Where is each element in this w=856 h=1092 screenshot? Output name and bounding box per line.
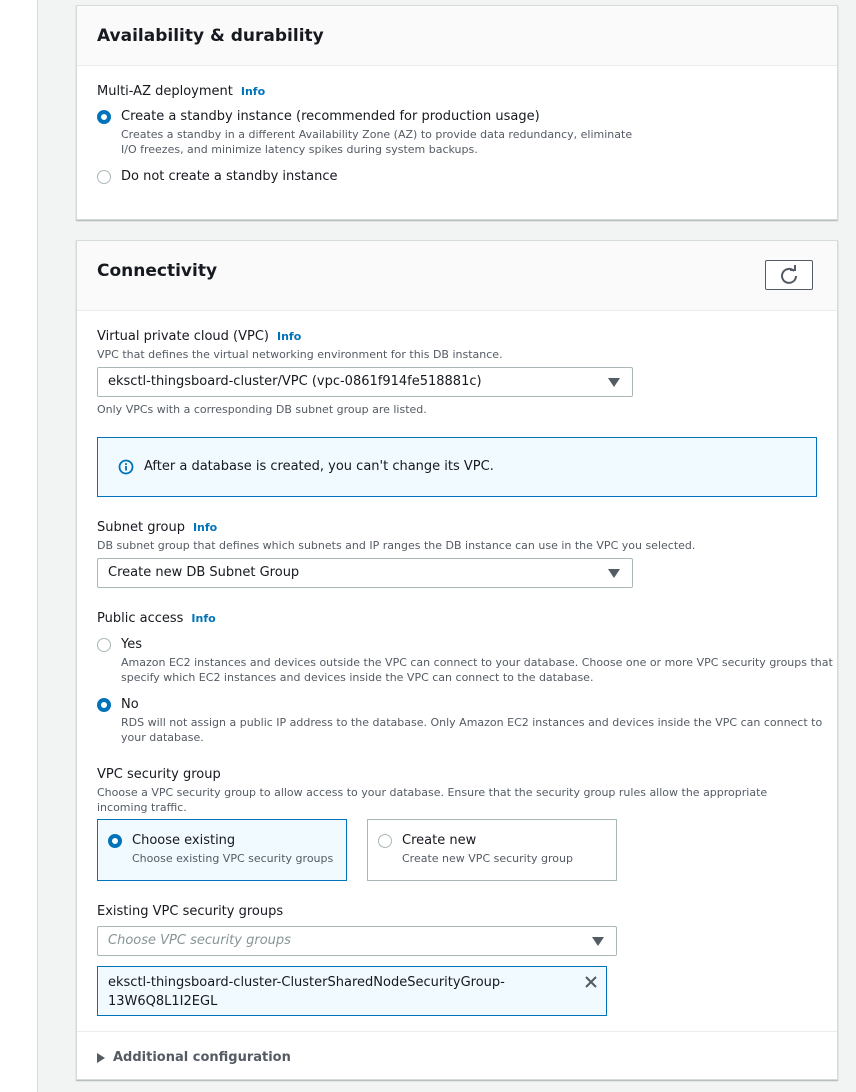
token-text-2: 13W6Q8L1I2EGL bbox=[108, 994, 218, 1009]
multi-az-label: Multi-AZ deployment Info bbox=[97, 84, 266, 99]
no-standby-radio[interactable] bbox=[97, 170, 111, 184]
create-new-radio[interactable] bbox=[378, 834, 392, 848]
public-access-info-link[interactable]: Info bbox=[191, 612, 216, 625]
connectivity-panel bbox=[76, 240, 838, 1080]
vpc-hint: Only VPCs with a corresponding DB subnet group are listed. bbox=[97, 403, 427, 416]
subnet-label: Subnet group Info bbox=[97, 520, 218, 535]
existing-groups-select[interactable] bbox=[97, 926, 617, 956]
vpc-alert bbox=[97, 437, 817, 497]
standby-option-desc-1: Creates a standby in a different Availability Zone (AZ) to provide data redundancy, eliminate bbox=[121, 128, 633, 141]
subnet-select-value: Create new DB Subnet Group bbox=[108, 565, 300, 580]
vpc-desc: VPC that defines the virtual networking environment for this DB instance. bbox=[97, 348, 503, 361]
security-group-desc-1: Choose a VPC security group to allow access to your database. Ensure that the security group rules allow the appropriate bbox=[97, 786, 768, 799]
info-circle-icon bbox=[118, 459, 134, 475]
vpc-label: Virtual private cloud (VPC) Info bbox=[97, 329, 302, 344]
public-no-desc-2: your database. bbox=[121, 731, 204, 744]
additional-config-toggle[interactable] bbox=[97, 1047, 291, 1066]
security-group-desc-2: incoming traffic. bbox=[97, 801, 187, 814]
connectivity-panel-header bbox=[77, 241, 837, 311]
public-yes-radio[interactable] bbox=[97, 638, 111, 652]
left-nav-strip bbox=[0, 0, 38, 1092]
create-new-tile[interactable] bbox=[367, 819, 617, 881]
close-icon[interactable] bbox=[584, 975, 598, 989]
connectivity-title: Connectivity bbox=[97, 261, 218, 281]
vpc-info-link[interactable]: Info bbox=[277, 330, 302, 343]
token-text-1: eksctl-thingsboard-cluster-ClusterSharedNodeSecurityGroup- bbox=[108, 975, 505, 990]
caret-down-icon bbox=[608, 378, 620, 387]
choose-existing-tile[interactable] bbox=[97, 819, 347, 881]
additional-config-label: Additional configuration bbox=[113, 1050, 291, 1065]
caret-down-icon bbox=[608, 569, 620, 578]
public-yes-desc-2: specify which EC2 instances and devices inside the VPC can connect to the database. bbox=[121, 671, 594, 684]
caret-right-icon bbox=[97, 1053, 105, 1063]
vpc-select[interactable] bbox=[97, 367, 633, 397]
public-no-label[interactable]: No bbox=[121, 697, 139, 712]
standby-option-label[interactable]: Create a standby instance (recommended for production usage) bbox=[121, 109, 540, 124]
no-standby-option-label[interactable]: Do not create a standby instance bbox=[121, 169, 338, 184]
availability-panel bbox=[76, 5, 838, 220]
public-yes-desc-1: Amazon EC2 instances and devices outside the VPC can connect to your database. Choose one or more VPC security groups that bbox=[121, 656, 833, 669]
create-new-label: Create new bbox=[402, 833, 477, 848]
public-access-label: Public access Info bbox=[97, 611, 216, 626]
choose-existing-radio[interactable] bbox=[108, 834, 122, 848]
additional-config-divider bbox=[77, 1031, 837, 1032]
availability-panel-header bbox=[77, 6, 837, 66]
standby-radio[interactable] bbox=[97, 110, 111, 124]
subnet-select[interactable] bbox=[97, 558, 633, 588]
caret-down-icon bbox=[592, 937, 604, 946]
public-yes-label[interactable]: Yes bbox=[121, 637, 142, 652]
availability-title: Availability & durability bbox=[97, 26, 324, 46]
vpc-select-value: eksctl-thingsboard-cluster/VPC (vpc-0861f914fe518881c) bbox=[108, 374, 482, 389]
choose-existing-desc: Choose existing VPC security groups bbox=[132, 852, 334, 865]
create-new-desc: Create new VPC security group bbox=[402, 852, 573, 865]
existing-groups-label: Existing VPC security groups bbox=[97, 904, 284, 919]
refresh-icon bbox=[779, 265, 799, 285]
choose-existing-label: Choose existing bbox=[132, 833, 236, 848]
multi-az-info-link[interactable]: Info bbox=[240, 85, 266, 98]
security-group-label: VPC security group bbox=[97, 767, 221, 782]
public-no-desc-1: RDS will not assign a public IP address to the database. Only Amazon EC2 instances and devices inside the VPC can connect to bbox=[121, 716, 823, 729]
refresh-button[interactable] bbox=[765, 260, 813, 290]
subnet-info-link[interactable]: Info bbox=[192, 521, 218, 534]
standby-option-desc-2: I/O freezes, and minimize latency spikes during system backups. bbox=[121, 143, 478, 156]
existing-groups-placeholder: Choose VPC security groups bbox=[108, 933, 291, 948]
security-group-token bbox=[97, 966, 607, 1016]
vpc-alert-text: After a database is created, you can't change its VPC. bbox=[144, 459, 494, 474]
subnet-desc: DB subnet group that defines which subnets and IP ranges the DB instance can use in the VPC you selected. bbox=[97, 539, 696, 552]
public-no-radio[interactable] bbox=[97, 698, 111, 712]
